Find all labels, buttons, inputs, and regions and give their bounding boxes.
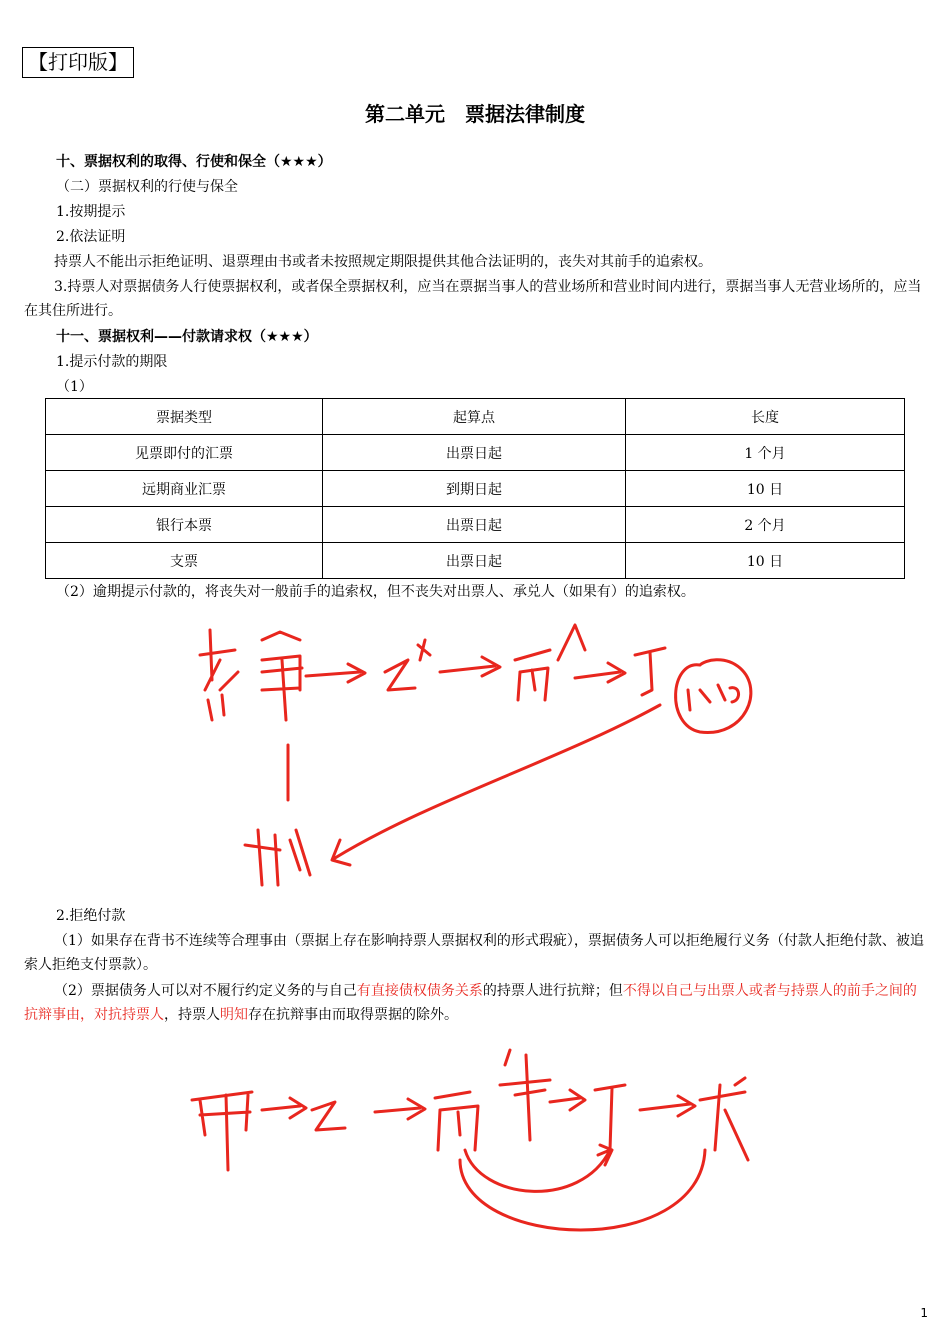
- table-cell: 2 个月: [626, 507, 905, 543]
- section-10-heading: 十、票据权利的取得、行使和保全（★★★）: [56, 154, 332, 170]
- section-10-item-1: 1.按期提示: [56, 204, 126, 220]
- table-cell: 出票日起: [323, 435, 626, 471]
- hand-mark-wu: [700, 1078, 748, 1160]
- table-cell: 10 日: [626, 543, 905, 579]
- hand-curve-outer: [460, 1150, 705, 1230]
- hand-arrow-5: [375, 1099, 425, 1119]
- table-cell: 支票: [46, 543, 323, 579]
- hand-arrow-7: [640, 1096, 695, 1116]
- hand-curve-inner: [465, 1145, 612, 1191]
- section-11-item-1: 1.提示付款的期限: [56, 354, 168, 370]
- hand-mark-yi-2: [312, 1102, 345, 1130]
- hand-mark-bing-2: [435, 1092, 478, 1150]
- para4-highlight-cannot-oppose: 不得以自己与出票人或者与持票人的前手之间的抗辩事由，对抗持票人: [24, 983, 917, 1023]
- para4-highlight-knowingly: 明知: [220, 1007, 248, 1023]
- table-header-cell: 票据类型: [46, 399, 323, 435]
- table-cell: 1 个月: [626, 435, 905, 471]
- para4-part-a: （2）票据债务人可以对不履行约定义务的与自己: [54, 983, 357, 999]
- section-11-heading: 十一、票据权利——付款请求权（★★★）: [56, 329, 318, 345]
- table-cell: 到期日起: [323, 471, 626, 507]
- section-10-subheading: （二）票据权利的行使与保全: [56, 179, 238, 195]
- section-11-sub-1: （1）: [56, 379, 93, 395]
- table-cell: 10 日: [626, 471, 905, 507]
- para4-part-g: 存在抗辩事由而取得票据的除外。: [248, 1007, 458, 1023]
- print-version-badge: 【打印版】: [22, 47, 134, 78]
- para4-highlight-direct-relation: 有直接债权债务关系: [356, 983, 483, 999]
- section-11-item-2: 2.拒绝付款: [56, 908, 126, 924]
- hand-arrow-4: [262, 1098, 306, 1118]
- table-cell: 银行本票: [46, 507, 323, 543]
- section-10-item-2: 2.依法证明: [56, 229, 126, 245]
- table-cell: 出票日起: [323, 507, 626, 543]
- table-header-cell: 起算点: [323, 399, 626, 435]
- section-11-paragraph-3: （1）如果存在背书不连续等合理事由（票据上存在影响持票人票据权利的形式瑕疵），票据债务人可以拒绝履行义务（付款人拒绝付款、被追索人拒绝支付票款）。: [24, 933, 924, 973]
- section-10-paragraph-1: 持票人不能出示拒绝证明、退票理由书或者未按照规定期限提供其他合法证明的，丧失对其前手的追索权。: [54, 254, 712, 270]
- hand-mark-jia-2: [192, 1092, 252, 1170]
- section-11-sub-2: （2）逾期提示付款的，将丧失对一般前手的追索权，但不丧失对出票人、承兑人（如果有）的追索权。: [56, 584, 695, 600]
- hand-mark-chuban-2: [500, 1050, 550, 1140]
- section-10-paragraph-2: 3.持票人对票据债务人行使票据权利，或者保全票据权利，应当在票据当事人的营业场所和营业时间内进行，票据当事人无营业场所的，应当在其住所进行。: [24, 279, 922, 319]
- table-cell: 远期商业汇票: [46, 471, 323, 507]
- hand-arrow-6: [550, 1090, 585, 1110]
- table-cell: 出票日起: [323, 543, 626, 579]
- table-cell: 见票即付的汇票: [46, 435, 323, 471]
- para4-part-e: ，持票人: [164, 1007, 220, 1023]
- page-title: 第二单元 票据法律制度: [365, 102, 585, 126]
- page-number: 1: [920, 1306, 928, 1320]
- table-header-cell: 长度: [626, 399, 905, 435]
- para4-part-c: 的持票人进行抗辩；但: [482, 983, 623, 999]
